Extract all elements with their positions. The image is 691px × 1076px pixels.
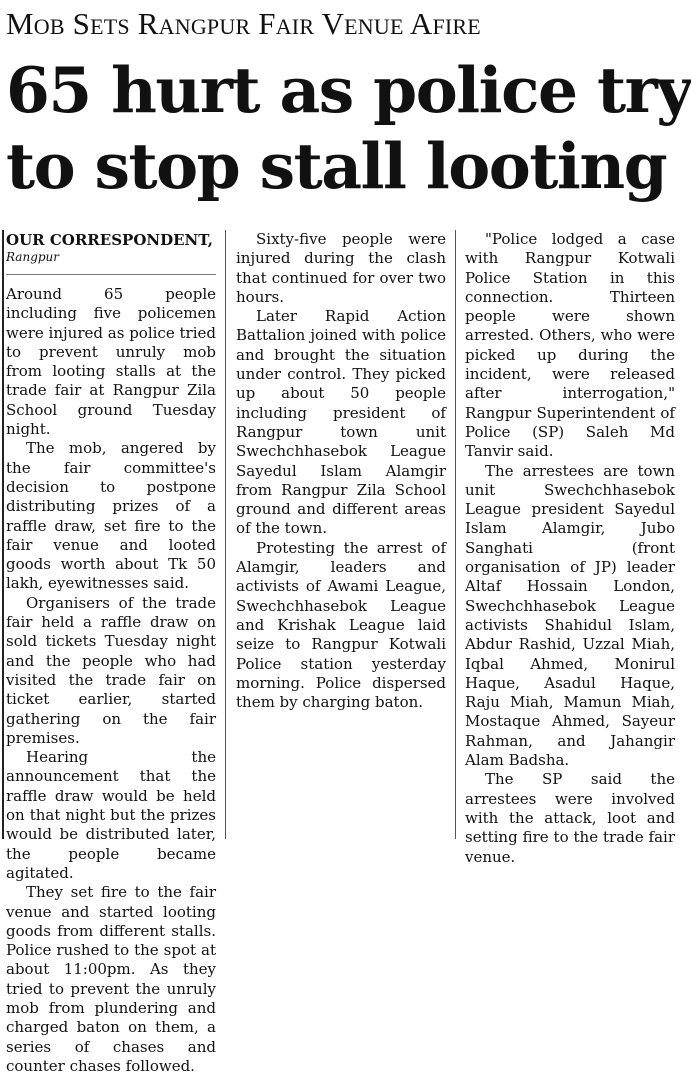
paragraph: The SP said the arrestees were involved with the attack, loot and setting fire to the trade fair venue. [465,770,675,866]
paragraph: Organisers of the trade fair held a raffle draw on sold tickets Tuesday night and the people who had visited the trade fair on ticket earlier, started gathering on the fair premises. [6,593,216,747]
dateline: Rangpur [6,250,60,264]
paragraph: "Police lodged a case with Rangpur Kotwali Police Station in this connection. Thirteen people were shown arrested. Others, who were picked up during the incident, were released after interrogation," Rangpur Superintendent of Police (SP) Saleh Md Tanvir said. [465,230,675,461]
article-headline [6,52,691,204]
paragraph: Around 65 people including five policemen were injured as police tried to prevent unruly mob from looting stalls at the trade fair at Rangpur Zila School ground Tuesday night. [6,285,216,439]
article-body [0,230,681,1075]
column-divider [455,230,456,839]
paragraph: Sixty-five people were injured during the clash that continued for over two hours. [236,230,446,306]
paragraph: Later Rapid Action Battalion joined with police and brought the situation under control. They picked up about 50 people including president of Rangpur town unit Swechchhasebok League Sayedul Islam Alamgir from Rangpur Zila School ground and different areas of the town. [236,307,446,538]
column-divider [225,230,226,839]
byline: OUR CORRESPONDENT, [6,231,213,249]
column-2 [236,230,446,839]
column-1 [6,230,216,1075]
paragraph: They set fire to the fair venue and started looting goods from different stalls. Police rushed to the spot at about 11:00pm. As they tried to prevent the unruly mob from plundering and charged baton on them, a series of chases and counter chases followed. [6,883,216,1075]
article-kicker: Mob Sets Rangpur Fair Venue Afire [6,6,481,41]
headline-line-1: 65 hurt as police try [6,53,691,127]
paragraph: Protesting the arrest of Alamgir, leaders and activists of Awami League, Swechchhasebok League and Krishak League laid seize to Rangpur Kotwali Police station yesterday morning. Police dispersed them by charging baton. [236,538,446,712]
column-3 [465,230,675,866]
byline-rule [6,274,216,275]
paragraph: The arrestees are town unit Swechchhasebok League president Sayedul Islam Alamgir, Jubo Sanghati (front organisation of JP) leader Altaf Hossain London, Swechchhasebok League activists Shahidul Islam, Abdur Rashid, Uzzal Miah, Iqbal Ahmed, Monirul Haque, Asadul Haque, Raju Miah, Mamun Miah, Mostaque Ahmed, Sayeur Rahman, and Jahangir Alam Badsha. [465,461,675,770]
left-border-rule [2,230,4,839]
paragraph: The mob, angered by the fair committee's decision to postpone distributing prizes of a raffle draw, set fire to the fair venue and looted goods worth about Tk 50 lakh, eyewitnesses said. [6,439,216,593]
headline-line-2: to stop stall looting [6,129,667,203]
paragraph: Hearing the announcement that the raffle draw would be held on that night but the prizes would be distributed later, the people became agitated. [6,748,216,882]
